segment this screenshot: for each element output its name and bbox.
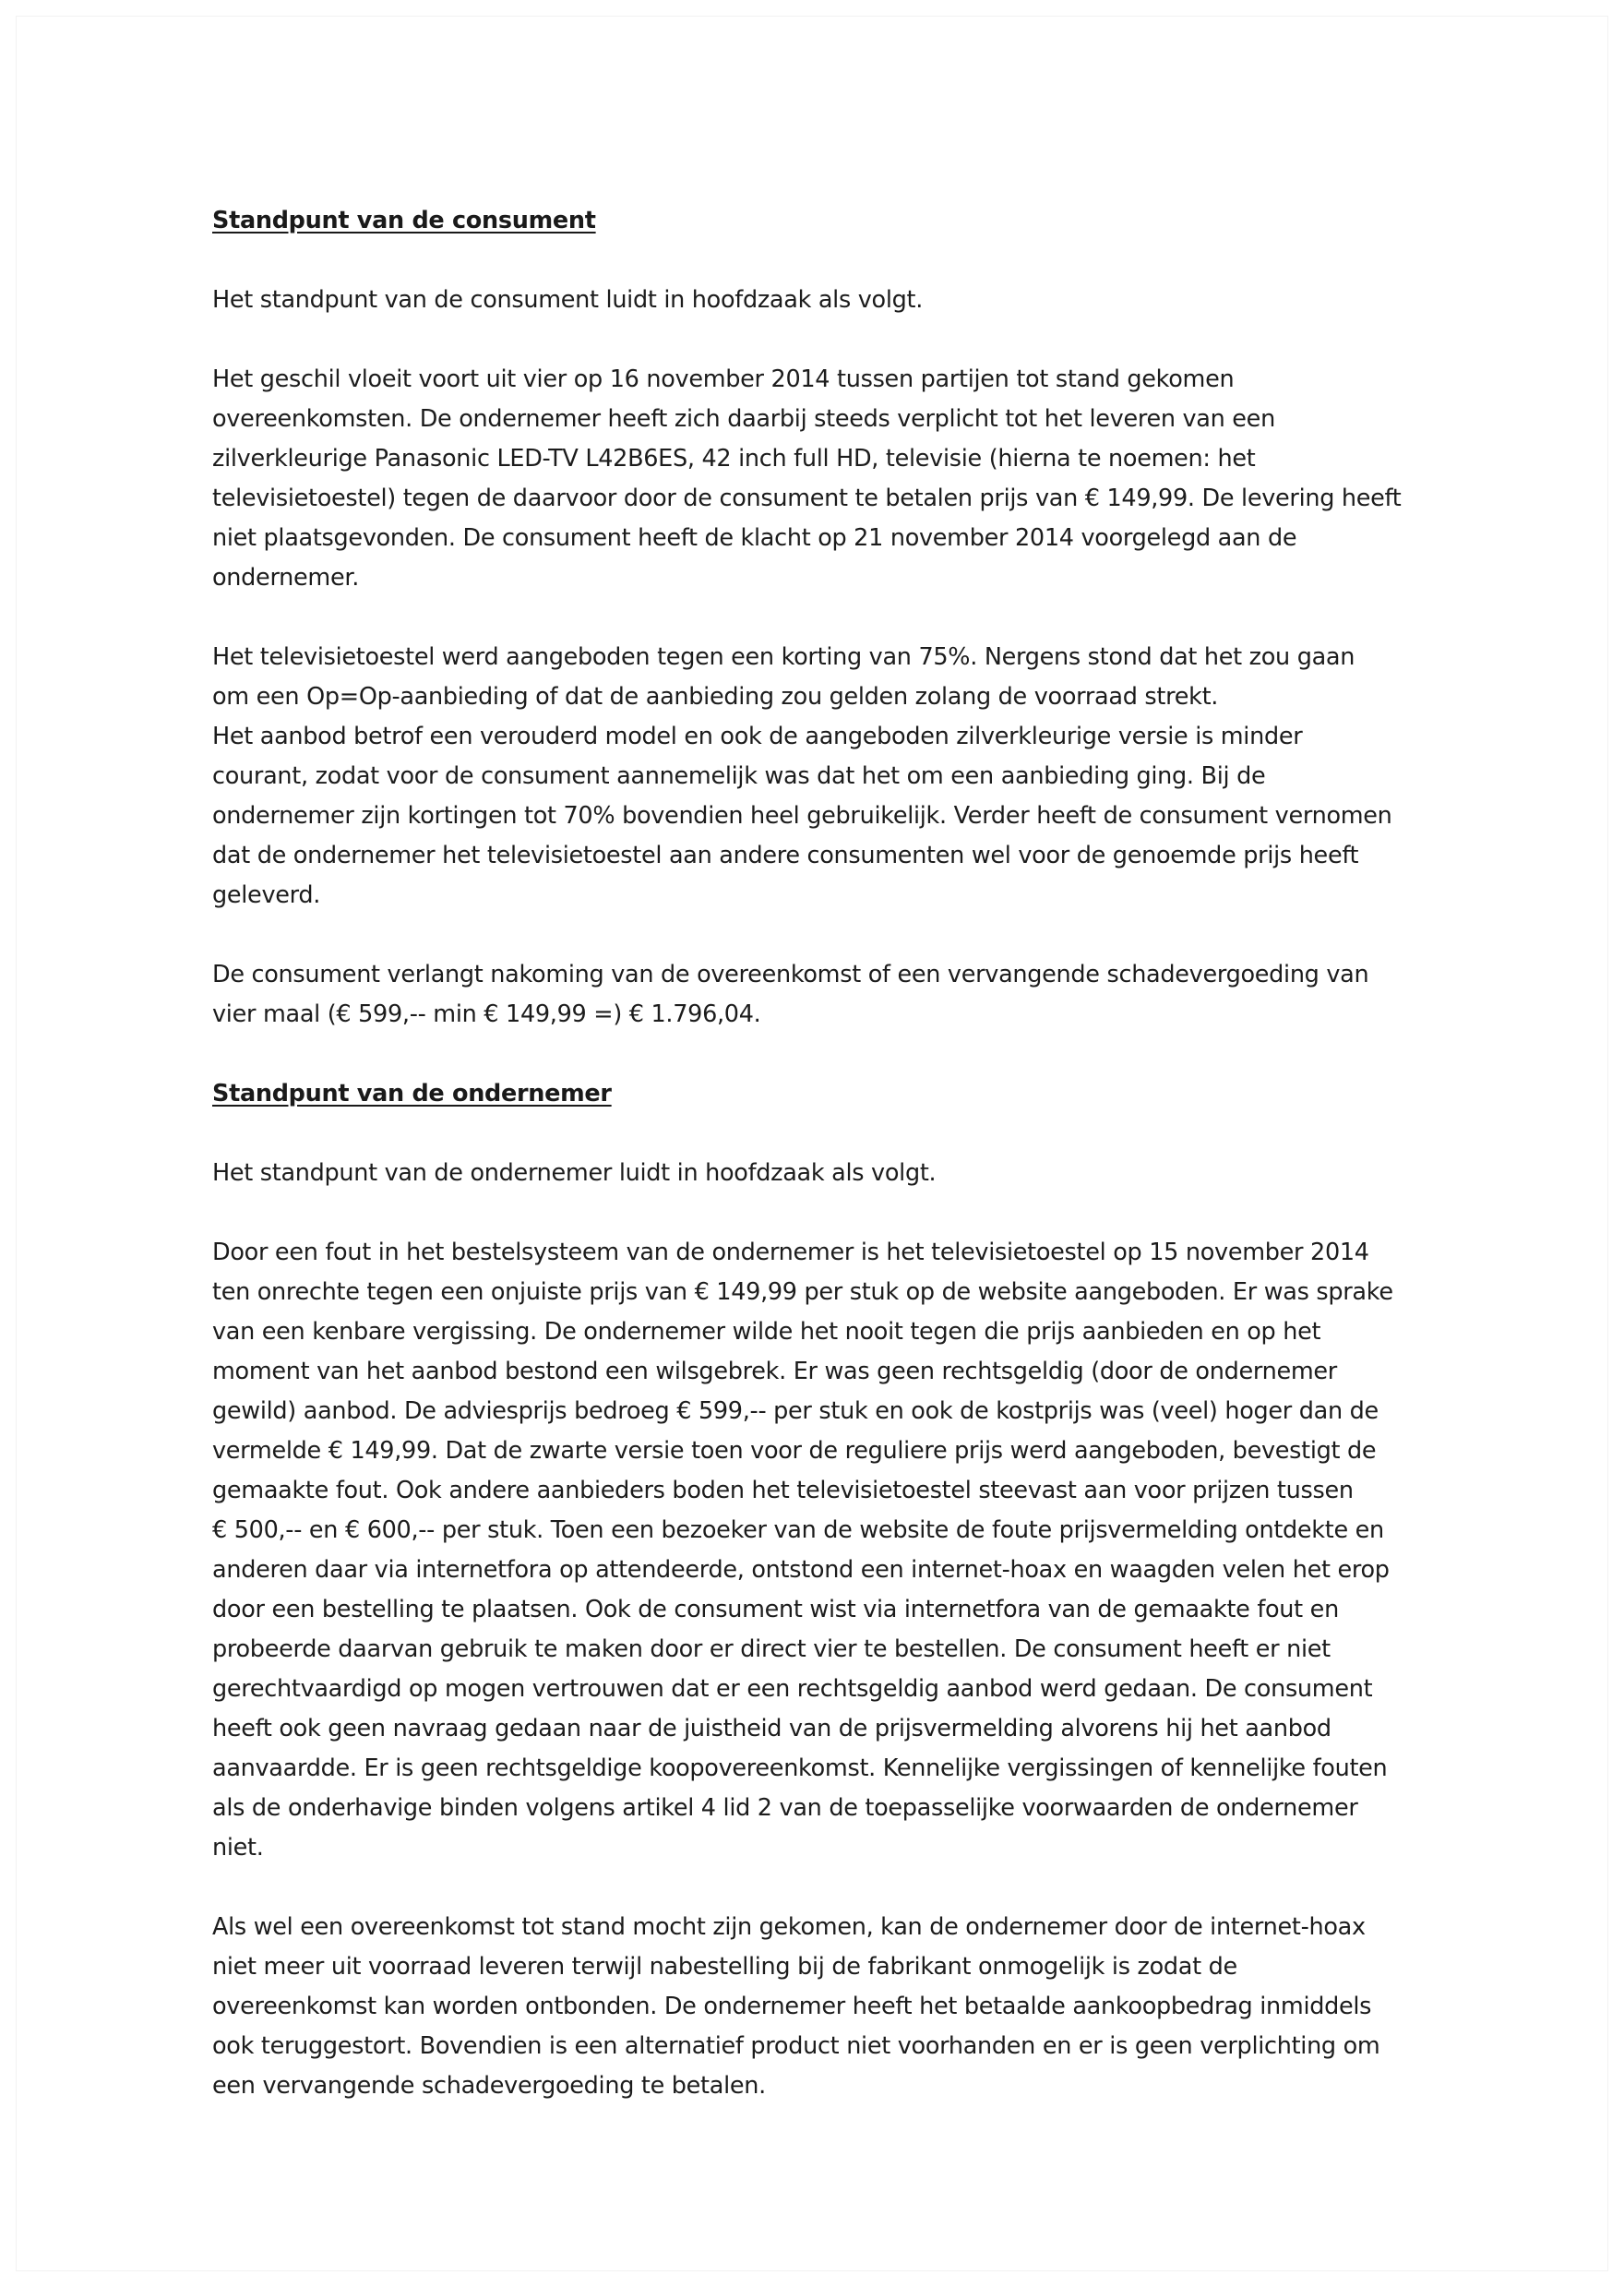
text-line: probeerde daarvan gebruik te maken door er direct vier te bestellen. De consument heeft er niet bbox=[212, 1635, 1331, 1663]
spacer bbox=[212, 1868, 1504, 1908]
spacer bbox=[212, 1193, 1504, 1233]
text-line: De consument verlangt nakoming van de overeenkomst of een vervangende schadevergoeding van bbox=[212, 961, 1369, 988]
text-line: van een kenbare vergissing. De ondernemer wilde het nooit tegen die prijs aanbieden en op het bbox=[212, 1318, 1321, 1346]
text-line: niet plaatsgevonden. De consument heeft de klacht op 21 november 2014 voorgelegd aan de bbox=[212, 524, 1297, 552]
paragraph-consument-2 bbox=[212, 638, 1504, 916]
text-line: heeft ook geen navraag gedaan naar de juistheid van de prijsvermelding alvorens hij het aanbod bbox=[212, 1715, 1331, 1742]
paragraph-ondernemer-2 bbox=[212, 1908, 1504, 2106]
intro-consument: Het standpunt van de consument luidt in hoofdzaak als volgt. bbox=[212, 286, 924, 314]
paragraph-ondernemer-1 bbox=[212, 1233, 1504, 1868]
heading-ondernemer: Standpunt van de ondernemer bbox=[212, 1080, 612, 1108]
text-line: ondernemer. bbox=[212, 564, 360, 592]
text-line: niet. bbox=[212, 1834, 264, 1862]
text-line: televisietoestel) tegen de daarvoor door de consument te betalen prijs van € 149,99. De levering heeft bbox=[212, 485, 1402, 512]
text-line: vermelde € 149,99. Dat de zwarte versie toen voor de reguliere prijs werd aangeboden, bevestigt de bbox=[212, 1437, 1377, 1465]
text-line: door een bestelling te plaatsen. Ook de consument wist via internetfora van de gemaakte fout en bbox=[212, 1596, 1339, 1623]
spacer bbox=[212, 241, 1504, 281]
text-line: geleverd. bbox=[212, 881, 321, 909]
text-line: ondernemer zijn kortingen tot 70% bovendien heel gebruikelijk. Verder heeft de consument vernomen bbox=[212, 802, 1392, 830]
paragraph-consument-1 bbox=[212, 360, 1504, 598]
text-line: overeenkomsten. De ondernemer heeft zich daarbij steeds verplicht tot het leveren van een bbox=[212, 405, 1275, 433]
text-line: anderen daar via internetfora op attendeerde, ontstond een internet-hoax en waagden velen het erop bbox=[212, 1556, 1390, 1584]
text-line: gemaakte fout. Ook andere aanbieders boden het televisietoestel steevast aan voor prijzen tussen bbox=[212, 1477, 1354, 1504]
text-line: overeenkomst kan worden ontbonden. De ondernemer heeft het betaalde aankoopbedrag inmiddels bbox=[212, 1993, 1372, 2020]
text-line: dat de ondernemer het televisietoestel aan andere consumenten wel voor de genoemde prijs heeft bbox=[212, 842, 1359, 869]
heading-consument: Standpunt van de consument bbox=[212, 207, 596, 234]
paragraph-consument-3 bbox=[212, 955, 1504, 1035]
text-line: Het geschil vloeit voort uit vier op 16 november 2014 tussen partijen tot stand gekomen bbox=[212, 365, 1235, 393]
text-line: ook teruggestort. Bovendien is een alternatief product niet voorhanden en er is geen verplichting om bbox=[212, 2032, 1380, 2060]
text-line: Het aanbod betrof een verouderd model en ook de aangeboden zilverkleurige versie is minder bbox=[212, 723, 1303, 750]
text-line: als de onderhavige binden volgens artikel 4 lid 2 van de toepasselijke voorwaarden de ondernemer bbox=[212, 1794, 1358, 1822]
text-line: gerechtvaardigd op mogen vertrouwen dat er een rechtsgeldig aanbod werd gedaan. De consument bbox=[212, 1675, 1373, 1703]
text-line: gewild) aanbod. De adviesprijs bedroeg € 599,-- per stuk en ook de kostprijs was (veel) hoger dan de bbox=[212, 1397, 1379, 1425]
text-line: om een Op=Op-aanbieding of dat de aanbieding zou gelden zolang de voorraad strekt. bbox=[212, 683, 1219, 711]
text-line: Als wel een overeenkomst tot stand mocht zijn gekomen, kan de ondernemer door de internet-hoax bbox=[212, 1913, 1366, 1941]
scanned-page bbox=[17, 17, 1607, 2270]
spacer bbox=[212, 598, 1504, 638]
text-line: een vervangende schadevergoeding te betalen. bbox=[212, 2072, 766, 2100]
text-line: Het televisietoestel werd aangeboden tegen een korting van 75%. Nergens stond dat het zou gaan bbox=[212, 643, 1355, 671]
spacer bbox=[212, 916, 1504, 955]
text-line: courant, zodat voor de consument aannemelijk was dat het om een aanbieding ging. Bij de bbox=[212, 762, 1266, 790]
text-line: niet meer uit voorraad leveren terwijl nabestelling bij de fabrikant onmogelijk is zodat de bbox=[212, 1953, 1237, 1981]
intro-ondernemer: Het standpunt van de ondernemer luidt in hoofdzaak als volgt. bbox=[212, 1159, 937, 1187]
spacer bbox=[212, 320, 1504, 360]
text-line: Door een fout in het bestelsysteem van de ondernemer is het televisietoestel op 15 november 2014 bbox=[212, 1239, 1369, 1266]
text-line: zilverkleurige Panasonic LED-TV L42B6ES, 42 inch full HD, televisie (hierna te noemen: het bbox=[212, 445, 1256, 473]
text-line: € 500,-- en € 600,-- per stuk. Toen een bezoeker van de website de foute prijsvermelding ontdekte en bbox=[212, 1516, 1384, 1544]
text-line: aanvaardde. Er is geen rechtsgeldige koopovereenkomst. Kennelijke vergissingen of kennelijke fouten bbox=[212, 1754, 1388, 1782]
text-line: moment van het aanbod bestond een wilsgebrek. Er was geen rechtsgeldig (door de ondernemer bbox=[212, 1358, 1337, 1385]
spacer bbox=[212, 1035, 1504, 1074]
spacer bbox=[212, 1114, 1504, 1154]
document-body bbox=[212, 201, 1504, 2106]
text-line: vier maal (€ 599,-- min € 149,99 =) € 1.796,04. bbox=[212, 1000, 761, 1028]
text-line: ten onrechte tegen een onjuiste prijs van € 149,99 per stuk op de website aangeboden. Er was sprake bbox=[212, 1278, 1393, 1306]
